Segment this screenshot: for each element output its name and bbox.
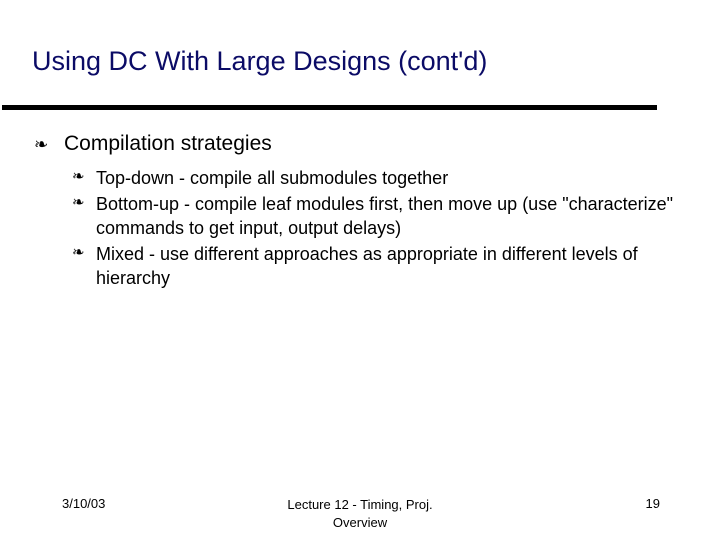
section-bullet-icon: ❧ (34, 135, 49, 155)
slide-title: Using DC With Large Designs (cont'd) (32, 46, 488, 76)
section-bullet-icon: ❧ (72, 167, 85, 185)
sub-bullet-text: Mixed - use different approaches as appropriate in different levels of hierarchy (96, 244, 638, 288)
bullet-compilation-strategies (34, 132, 272, 156)
sub-bullet-text: Top-down - compile all submodules together (96, 168, 449, 188)
footer-date: 3/10/03 (62, 496, 106, 511)
footer-lecture-title: Lecture 12 - Timing, Proj. Overview (287, 497, 433, 530)
sub-bullet-bottom-up (72, 192, 692, 240)
sub-bullet-list (72, 166, 692, 292)
bullet-text: Compilation strategies (64, 132, 272, 155)
sub-bullet-top-down (72, 166, 692, 190)
sub-bullet-text: Bottom-up - compile leaf modules first, then move up (use "characterize" commands to get input, output delays) (96, 194, 674, 238)
title-divider (2, 105, 657, 110)
section-bullet-icon: ❧ (72, 243, 85, 261)
sub-bullet-mixed (72, 242, 692, 290)
section-bullet-icon: ❧ (72, 193, 85, 211)
page-number: 19 (645, 496, 660, 511)
